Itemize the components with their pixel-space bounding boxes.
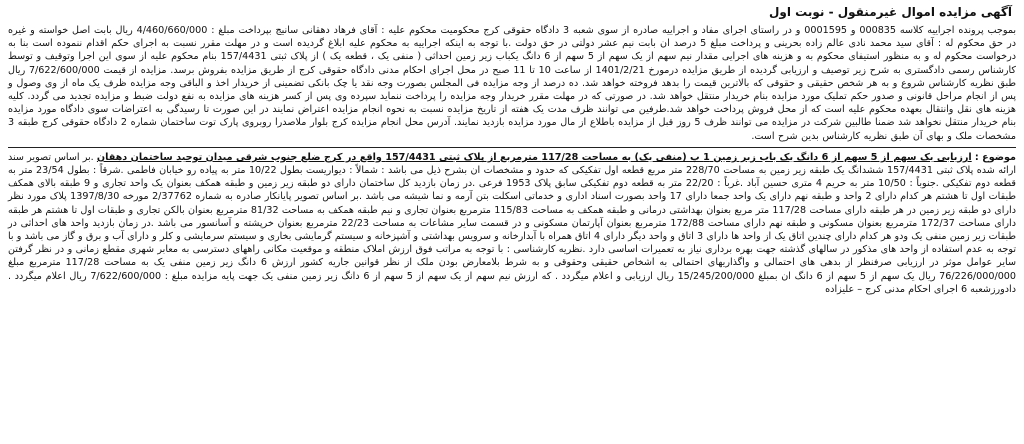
subject-heading: ارزیابی یک سهم از 5 سهم از 6 دانگ یک باب زیر زمین 1 پ (منفی یک) به مساحت 117/28 مترمربع از پلاک ثبتی 157/4431 واقع در کرج ضلع جنوب شرقی میدان توحید ساختمان دهقان [96,151,972,163]
subject-paragraph [8,151,1016,296]
notice-title: آگهی مزایده اموال غیرمنقول - نوبت اول [768,5,1012,19]
section-divider [8,147,1016,148]
subject-label: موضوع : [974,151,1016,163]
subject-body: .بر اساس تصویر سند ارائه شده پلاک ثبتی 157/4431 ششدانگ یک طبقه زیر زمین به مساحت 228/70 متر مربع قطعه اول تفکیکی که حدود و مشخصات ان بشرح ذیل می باشد : شمالاً : دیواریست بطول 10/22 متر به پیاده رو خیابان فاطمی .شرقاً : بطول 23/54 متر به قطعه دوم تفکیکی .جنوباً : 10/50 متر به حریم 4 مترى حسین آباد .غرباً : 22/20 متر به قطعه دوم تفکیکی سابق پلاک 1953 فرعی .در زمان بازدید کل ساختمان دارای دو طبقه زیر زمین و طبقه همکف بعنوان یک واحد تجاری و 9 طبقه بالای همکف طبقات اول تا هشتم هر کدام دارای 2 واحد و طبقه نهم دارای یک واحد جمعا دارای 17 واحد بصورت اسناد اداری و خدماتی اسکلت بتن آرمه و نما شیشه می باشد .بر اساس تصویر پایانکار صادره به شماره 2/37762 مورخه 1397/8/30 پلاک مورد نظر دارای دو طبقه زیر زمین در هر طبقه دارای مساحت 117/28 متر مربع بعنوان بهداشتی درمانی و طبقه همکف به مساحت 115/83 مترمربع بعنوان تجاری و نیم طبقه همکف به مساحت 81/32 مترمربع بعنوان بالکن تجاری و طبقات اول تا هشتم هر طبقه دارای مساحت 172/37 مترمربع بعنوان مسکونی و طبقه نهم دارای مساحت 172/88 مترمربع بعنوان آپارتمان مسکونی و در قسمت سایر مشاعات به مساحت 22/23 مترمربع بعنوان خرپشته و آسانسور می باشد .در زمان بازدید واحد های احداثی در طبقات زیر زمین منفی یک ودو هر کدام دارای چندین اتاق یک از واحد ها دارای 3 اتاق و واحد دیگر دارای 4 اتاق همراه با آبدارخانه و سرویس بهداشتی و آشپزخانه و سیستم گرمایشی بخاری و سیستم سرمایشی و کلر و دارای آب و برق و گاز می باشد و با توجه به عدم استفاده از واحد های مذکور در سالهای گذشته جهت بهره برداری نیاز به تعمیرات اساسی دارد .نظریه کارشناسی : با توجه به مراتب فوق ارزش املاک منطقه و موقعیت مکانی راههای دسترسی به معابر شهری مقطع زمانی و در نظر گرفتن سایر عوامل موثر در ارزیابی صرفنظر از بدهی های احتمالی و واگذاریهای احتمالی به اشخاص حقیقی وحقوقی و به شرط بلامعارض بودن ملک از نظر قوانین جاریه کشور ارزش 6 دانگ زیر زمین منفی یک به مساحت 117/28 مترمربع مبلغ 76/226/000/000 ریال یک سهم از 5 سهم از 6 دانگ ان بمبلغ 15/245/200/000 ریال ارزیابی و اعلام میگردد . که ارزش نیم سهم از یک سهم از 5 سهم از 6 دانگ زیر زمین منفی یک جهت پایه مزایده مبلغ : 7/622/600/000 ریال اعلام میگردد . دادورزشعبه 6 اجرای احکام مدنی کرج – علیزاده [8,151,1017,295]
notice-body: بموجب پرونده اجراییه کلاسه 000835 و 0001595 و در راستای اجرای مفاد و اجراییه صادره از سوی شعبه 3 دادگاه حقوقی کرج محکومیت محکوم علیه : آقای فرهاد دهقانی سانیج بپرداخت مبلغ : 4/460/660/000 ریال بابت اصل خواسته و غیره در حق محکوم له : آقای سید محمد نادی عالم زاده بحرینی و پرداخت مبلغ 5 درصد ان بابت نیم عشر دولتی در حق دولت .با توجه به اینکه اجراییه به محکوم علیه ابلاغ گردیده است و در مهلت مقرر نسبت به اجرای حکم اقدام ننموده است بنا به درخواست محکوم له و به منظور استیفای محکوم به و هزینه های اجرایی مقدار نیم سهم از یک سهم از 5 سهم از 6 دانگ یکباب زیر زمین احداثی ( منفی یک ، قطعه یک ) از پلاک ثبتی 157/4431 بنام محکوم علیه از سوی این اجرا وتوقیف و توسط کارشناس رسمی دادگستری به شرح زیر توصیف و ارزیابی گردیده از طریق مزایده درمورخ 1401/2/21 از ساعت 10 تا 11 صبح در محل اجرای احکام مدنی دادگاه حقوقی کرج از طریق مزایده بفروش برسد. مزایده از قیمت 7/622/600/000 ریال طبق نظریه کارشناس شروع و به هر شخص حقیقی و حقوقی که بالاترین قیمت را بدهد فروخته خواهد شد. ده درصد از وجه مزایده فی المجلس بصورت وجه نقد یا چک بانکی تضمینی از خریدار اخذ و الباقی وجه مزایده ظرف یک ماه از وی وصول و پس از انجام مراحل قانونی و صدور حکم تملیک مورد مزایده بنام خریدار منتقل خواهد شد. در صورتی که در مهلت مقرر خریدار وجه مزایده را پرداخت ننماید سپرده وی پس از کسر هزینه های مزایده به نفع دولت ضبط و مزایده تجدید می گردد. کلیه هزینه های نقل وانتقال بعهده محکوم علیه است که از محل فروش پرداخت خواهد شد.طرفین می توانند ظرف مدت یک هفته از تاریخ مزایده نسبت به نحوه انجام مزایده اعتراض نمایند در این صورت تا رسیدگی به اعتراضات سوی دادگاه مورد مزایده بنام خریدار منتقل نخواهد شد ضمنا طالبین شرکت در مزایده می توانند ظرف 5 روز قبل از مزایده باطلاع از مال مورد مزایده بازدید نمایند. آدرس محل انجام مزایده کرج بلوار ملاصدرا روبروی پارک توت ساختمان شماره 2 دادگاه حقوقی کرج طبقه 3 مشخصات ملک و بهای آن طبق نظریه کارشناس بدین شرح است. [8,25,1017,142]
